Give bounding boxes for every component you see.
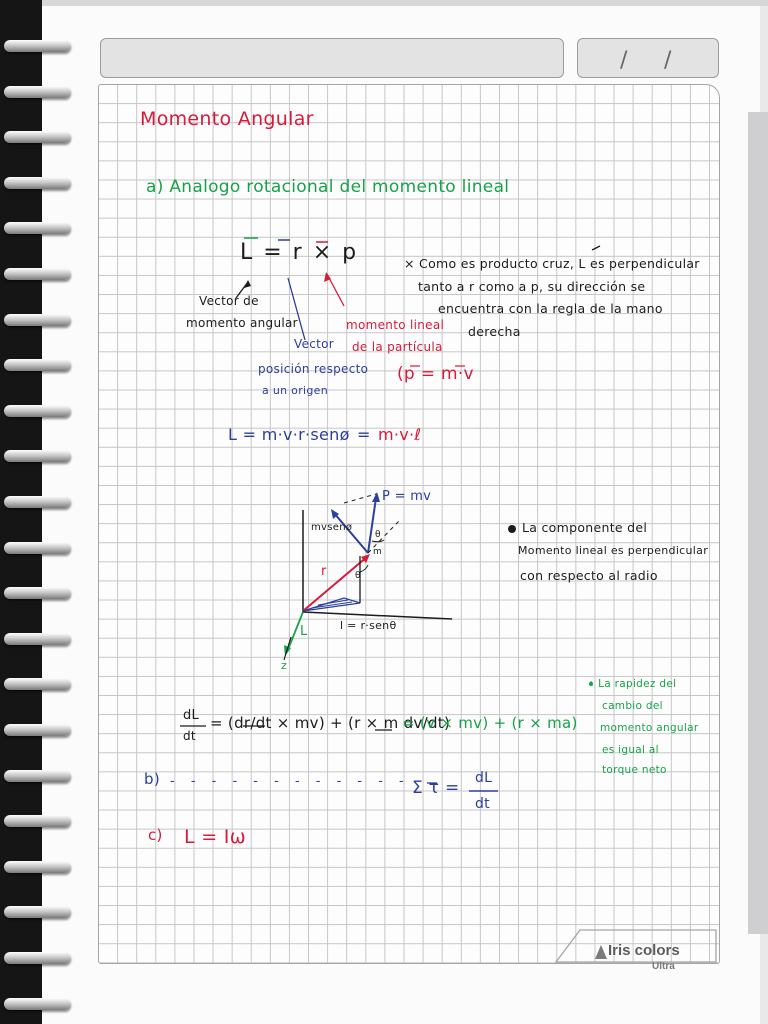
diagram-theta1: θ — [375, 530, 381, 540]
diagram-r-label: r — [321, 564, 327, 579]
mvsen-vector — [334, 513, 368, 553]
brand-logo-icon — [594, 944, 608, 960]
section-b-sum: Σ τ = — [412, 778, 460, 798]
note-rate-line4: es igual al — [602, 744, 659, 756]
pointer-to-r — [288, 278, 305, 340]
diagram-l-formula: l = r·senθ — [340, 619, 397, 632]
section-a-heading: a) Analogo rotacional del momento lineal — [146, 177, 510, 197]
note-component-line2: Momento lineal es perpendicular — [518, 544, 709, 557]
section-b-dashes: - - - - - - - - - - - - — [170, 774, 410, 789]
p-formula: (p = m·v — [397, 364, 474, 384]
page-title: Momento Angular — [140, 108, 314, 130]
diagram-z-label: z — [281, 659, 288, 672]
note-component-line3: con respecto al radio — [520, 568, 658, 583]
diagram-mvsen-label: mvsenø — [311, 522, 353, 533]
label-momento-angular: momento angular — [186, 316, 298, 330]
note-cross-line2: tanto a r como a p, su dirección se — [418, 279, 646, 294]
label-vector-de: Vector de — [199, 294, 259, 308]
label-origen: a un origen — [262, 384, 329, 397]
diagram-p-label: P = mv — [382, 489, 432, 504]
brand-sub: Ultra — [652, 961, 675, 972]
brand-name: Iris colors — [608, 942, 680, 959]
label-momento-lineal: momento lineal — [346, 318, 445, 332]
note-component-line1: La componente del — [522, 520, 648, 535]
magnitude-right: m·v·ℓ — [378, 425, 422, 444]
diagram-m-label: m — [373, 547, 383, 557]
note-cross-line1: × Como es producto cruz, L es perpendicular — [404, 256, 700, 271]
diagram-L-label: L — [300, 624, 308, 639]
label-de-la-particula: de la partícula — [352, 340, 443, 354]
deriv-part2: = (v × mv) + (r × ma) — [402, 714, 578, 732]
note-cross-line3: encuentra con la regla de la mano — [438, 301, 663, 316]
section-b-num: dL — [475, 770, 493, 786]
magnitude-eq: = — [357, 425, 371, 444]
deriv-lhs-num: dL — [183, 708, 200, 723]
deriv-part1: = (dr/dt × mv) + (r × m dv/dt) — [210, 714, 451, 732]
deriv-lhs-den: dt — [183, 729, 196, 743]
label-vector: Vector — [294, 337, 335, 351]
x-axis — [303, 612, 452, 619]
magnitude-left: L = m·v·r·senø — [228, 425, 350, 444]
section-b-den: dt — [475, 796, 490, 812]
note-rate-line5: torque neto — [602, 764, 667, 776]
note-rate-line2: cambio del — [602, 700, 663, 712]
note-rate-line3: momento angular — [600, 722, 699, 734]
section-b-label: b) — [144, 770, 160, 788]
p-vector — [368, 498, 376, 553]
section-c-label: c) — [148, 826, 163, 844]
diagram-theta2: θ — [355, 571, 361, 581]
note-rate-line1: • La rapidez del — [588, 678, 677, 690]
section-c-formula: L = Iω — [184, 826, 246, 848]
main-formula: L = r × p — [240, 240, 359, 265]
date-mark-2: / — [664, 48, 672, 73]
note-cross-line4: derecha — [468, 324, 521, 339]
label-posicion: posición respecto — [258, 362, 369, 376]
date-mark-1: / — [620, 48, 628, 73]
